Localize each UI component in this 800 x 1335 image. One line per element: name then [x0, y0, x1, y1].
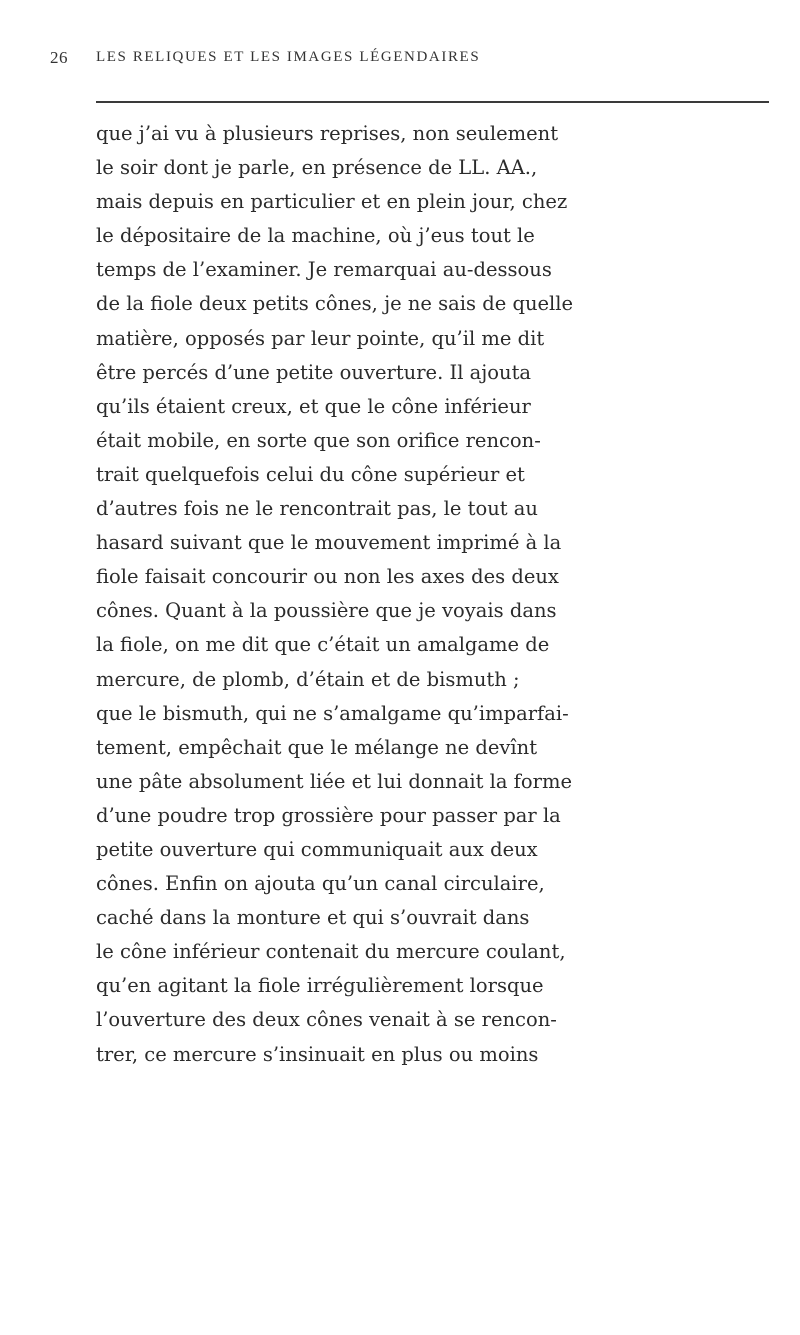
text-line: d’une poudre trop grossière pour passer par la: [96, 803, 561, 827]
header-rule: [96, 101, 769, 103]
text-line: une pâte absolument liée et lui donnait la forme: [96, 769, 572, 793]
text-line: que le bismuth, qui ne s’amalgame qu’imparfai-: [96, 701, 569, 725]
text-line: temps de l’examiner. Je remarquai au-dessous: [96, 258, 552, 282]
running-head: [50, 48, 770, 78]
text-line: caché dans la monture et qui s’ouvrait dans: [96, 906, 530, 930]
running-title: LES RELIQUES ET LES IMAGES LÉGENDAIRES: [96, 49, 481, 65]
text-line: mercure, de plomb, d’étain et de bismuth ;: [96, 667, 520, 691]
text-line: tement, empêchait que le mélange ne devînt: [96, 735, 538, 759]
text-line: l’ouverture des deux cônes venait à se rencon-: [96, 1008, 557, 1032]
text-line: mais depuis en particulier et en plein jour, chez: [96, 190, 568, 214]
text-line: le soir dont je parle, en présence de LL. AA.,: [96, 156, 538, 180]
text-line: trait quelquefois celui du cône supérieur et: [96, 462, 525, 486]
text-line: matière, opposés par leur pointe, qu’il me dit: [96, 326, 545, 350]
text-line: le dépositaire de la machine, où j’eus tout le: [96, 224, 535, 248]
text-line: que j’ai vu à plusieurs reprises, non seulement: [96, 122, 559, 145]
text-line: cônes. Enfin on ajouta qu’un canal circulaire,: [96, 872, 545, 896]
text-line: d’autres fois ne le rencontrait pas, le tout au: [96, 497, 538, 521]
body-text: [96, 117, 776, 1072]
text-line: qu’en agitant la fiole irrégulièrement lorsque: [96, 974, 544, 998]
page-number: 26: [50, 48, 68, 67]
text-line: trer, ce mercure s’insinuait en plus ou moins: [96, 1042, 539, 1066]
text-line: petite ouverture qui communiquait aux deux: [96, 837, 538, 861]
text-line: le cône inférieur contenait du mercure coulant,: [96, 940, 566, 964]
text-line: fiole faisait concourir ou non les axes des deux: [96, 565, 559, 589]
text-line: la fiole, on me dit que c’était un amalgame de: [96, 633, 550, 657]
text-line: hasard suivant que le mouvement imprimé à la: [96, 531, 562, 555]
text-line: être percés d’une petite ouverture. Il ajouta: [96, 360, 532, 384]
text-line: qu’ils étaient creux, et que le cône inférieur: [96, 394, 531, 418]
text-line: de la fiole deux petits cônes, je ne sais de quelle: [96, 292, 574, 316]
text-line: cônes. Quant à la poussière que je voyais dans: [96, 599, 557, 623]
text-line: était mobile, en sorte que son orifice rencon-: [96, 428, 541, 452]
